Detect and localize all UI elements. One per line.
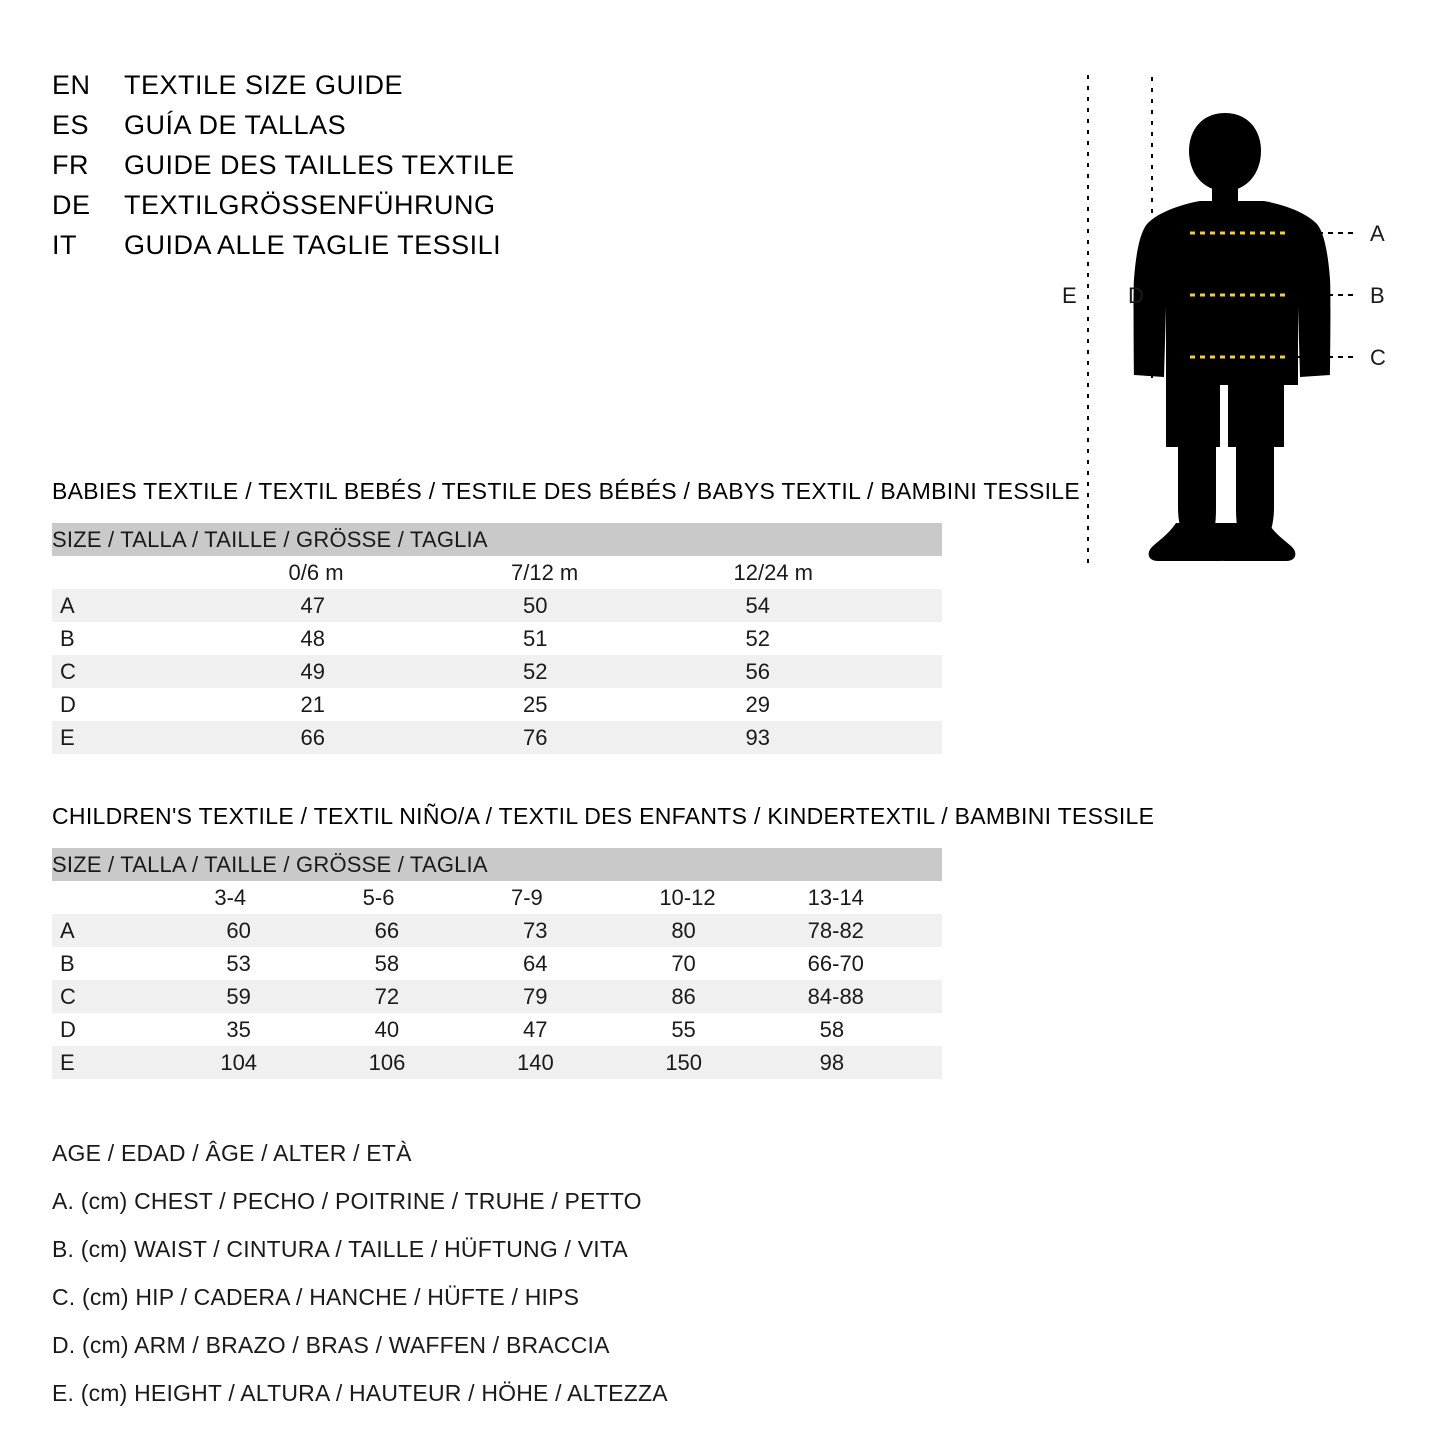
children-size-row [52, 881, 942, 914]
language-code: FR [52, 150, 89, 180]
cell-value: 52 [720, 622, 943, 655]
cell-value: 25 [497, 688, 720, 721]
babies-title: BABIES TEXTILE / TEXTIL BEBÉS / TESTILE DES BÉBÉS / BABYS TEXTIL / BAMBINI TESSILE [52, 478, 1081, 504]
table-row [52, 980, 942, 1013]
table-row [52, 589, 942, 622]
language-title: TEXTILGRÖSSENFÜHRUNG [124, 190, 496, 220]
row-label: A [52, 914, 200, 947]
cell-value: 66 [275, 721, 498, 754]
cell-value: 40 [349, 1013, 497, 1046]
cell-value: 56 [720, 655, 943, 688]
row-label: C [52, 655, 275, 688]
cell-value: 47 [497, 1013, 645, 1046]
legend-waist: B. (cm) WAIST / CINTURA / TAILLE / HÜFTUNG / VITA [52, 1236, 628, 1262]
language-code: EN [52, 70, 91, 100]
cell-value: 70 [645, 947, 793, 980]
legend-arm: D. (cm) ARM / BRAZO / BRAS / WAFFEN / BRACCIA [52, 1332, 610, 1358]
cell-value: 72 [349, 980, 497, 1013]
row-label: B [52, 622, 275, 655]
cell-value: 55 [645, 1013, 793, 1046]
language-title: GUÍA DE TALLAS [124, 110, 347, 140]
babies-size-1: 7/12 m [497, 556, 720, 589]
children-size-1: 5-6 [349, 881, 497, 914]
children-size-2: 7-9 [497, 881, 645, 914]
babies-band-label: SIZE / TALLA / TAILLE / GRÖSSE / TAGLIA [52, 523, 942, 556]
measurement-legend [52, 1140, 952, 1428]
babies-band-row [52, 523, 942, 556]
language-code: IT [52, 230, 77, 260]
spacer-cell [52, 556, 275, 589]
language-row-fr [52, 150, 752, 181]
legend-hip: C. (cm) HIP / CADERA / HANCHE / HÜFTE / HIPS [52, 1284, 580, 1310]
babies-size-2: 12/24 m [720, 556, 943, 589]
children-band-row [52, 848, 942, 881]
cell-value: 80 [645, 914, 793, 947]
cell-value: 66-70 [794, 947, 942, 980]
cell-value: 93 [720, 721, 943, 754]
cell-value: 53 [200, 947, 348, 980]
cell-value: 52 [497, 655, 720, 688]
table-row [52, 622, 942, 655]
cell-value: 58 [349, 947, 497, 980]
language-row-en [52, 70, 752, 101]
legend-chest: A. (cm) CHEST / PECHO / POITRINE / TRUHE / PETTO [52, 1188, 642, 1214]
figure-label-b: B [1370, 283, 1385, 308]
legend-height: E. (cm) HEIGHT / ALTURA / HAUTEUR / HÖHE / ALTEZZA [52, 1380, 668, 1406]
figure-label-a: A [1370, 221, 1385, 246]
table-row [52, 1046, 942, 1079]
cell-value: 78-82 [794, 914, 942, 947]
table-row [52, 914, 942, 947]
cell-value: 60 [200, 914, 348, 947]
cell-value: 58 [794, 1013, 942, 1046]
figure-label-c: C [1370, 345, 1386, 370]
babies-size-0: 0/6 m [275, 556, 498, 589]
cell-value: 47 [275, 589, 498, 622]
cell-value: 29 [720, 688, 943, 721]
row-label: E [52, 721, 275, 754]
table-row [52, 655, 942, 688]
cell-value: 140 [497, 1046, 645, 1079]
row-label: C [52, 980, 200, 1013]
cell-value: 104 [200, 1046, 348, 1079]
language-header [52, 70, 752, 270]
language-code: ES [52, 110, 90, 140]
table-row [52, 1013, 942, 1046]
row-label: E [52, 1046, 200, 1079]
cell-value: 48 [275, 622, 498, 655]
table-row [52, 947, 942, 980]
figure-label-e: E [1062, 283, 1077, 308]
cell-value: 98 [794, 1046, 942, 1079]
row-label: B [52, 947, 200, 980]
language-row-es [52, 110, 752, 141]
cell-value: 51 [497, 622, 720, 655]
cell-value: 79 [497, 980, 645, 1013]
cell-value: 54 [720, 589, 943, 622]
cell-value: 50 [497, 589, 720, 622]
row-label: D [52, 1013, 200, 1046]
cell-value: 21 [275, 688, 498, 721]
language-code: DE [52, 190, 91, 220]
language-title: TEXTILE SIZE GUIDE [124, 70, 404, 100]
cell-value: 59 [200, 980, 348, 1013]
children-size-3: 10-12 [645, 881, 793, 914]
babies-size-row [52, 556, 942, 589]
children-size-0: 3-4 [200, 881, 348, 914]
children-band-label: SIZE / TALLA / TAILLE / GRÖSSE / TAGLIA [52, 848, 942, 881]
row-label: D [52, 688, 275, 721]
children-size-4: 13-14 [794, 881, 942, 914]
cell-value: 64 [497, 947, 645, 980]
cell-value: 86 [645, 980, 793, 1013]
language-row-de [52, 190, 752, 221]
legend-age: AGE / EDAD / ÂGE / ALTER / ETÀ [52, 1140, 412, 1166]
table-row [52, 721, 942, 754]
children-size-table [52, 848, 942, 1079]
children-title: CHILDREN'S TEXTILE / TEXTIL NIÑO/A / TEXTIL DES ENFANTS / KINDERTEXTIL / BAMBINI TESSILE [52, 803, 1155, 829]
cell-value: 106 [349, 1046, 497, 1079]
cell-value: 35 [200, 1013, 348, 1046]
cell-value: 49 [275, 655, 498, 688]
figure-label-d: D [1128, 283, 1144, 308]
language-row-it [52, 230, 752, 261]
spacer-cell [52, 881, 200, 914]
children-section [52, 803, 1155, 1079]
cell-value: 73 [497, 914, 645, 947]
table-row [52, 688, 942, 721]
cell-value: 84-88 [794, 980, 942, 1013]
cell-value: 66 [349, 914, 497, 947]
row-label: A [52, 589, 275, 622]
language-title: GUIDE DES TAILLES TEXTILE [124, 150, 515, 180]
child-silhouette-icon [1134, 113, 1331, 561]
babies-section [52, 478, 1081, 754]
babies-size-table [52, 523, 942, 754]
cell-value: 150 [645, 1046, 793, 1079]
measurement-diagram [1040, 55, 1420, 575]
language-title: GUIDA ALLE TAGLIE TESSILI [124, 230, 502, 260]
cell-value: 76 [497, 721, 720, 754]
